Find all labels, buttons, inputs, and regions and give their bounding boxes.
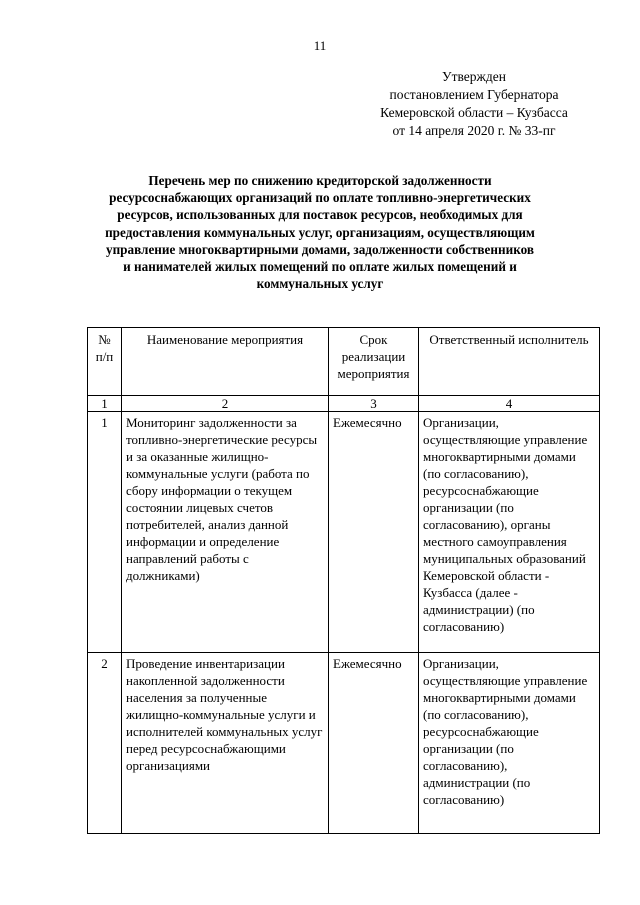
title-line: ресурсов, использованных для поставок ресурсов, необходимых для [117,207,523,223]
row-number: 1 [88,412,122,653]
column-index: 3 [329,396,419,412]
measures-table [87,327,600,834]
approval-date-line: от 14 апреля 2020 г. № 33-пг [392,123,556,138]
title-line: ресурсоснабжающих организаций по оплате топливно-энергетических [109,190,531,206]
table-row [88,653,600,834]
title-line: предоставления коммунальных услуг, организациям, осуществляющим [105,224,535,240]
measure-name: Мониторинг задолженности за топливно-энергетические ресурсы и за оказанные жилищно-коммунальные услуги (работа по сбору информации о текущем состоянии лицевых счетов потребителей, анализ данной информации и определение направлений работы с должниками) [122,412,329,653]
measure-name: Проведение инвентаризации накопленной задолженности населения за полученные жилищно-коммунальные услуги и исполнителей коммунальных услуг перед ресурсоснабжающими организациями [122,653,329,834]
column-index: 4 [419,396,600,412]
table-row [88,412,600,653]
header-responsible: Ответственный исполнитель [419,328,600,396]
approval-line: Кемеровской области – Кузбасса [380,105,568,120]
title-line: Перечень мер по снижению кредиторской задолженности [148,173,492,188]
header-num: № п/п [88,328,122,396]
measure-term: Ежемесячно [329,653,419,834]
row-number: 2 [88,653,122,834]
approval-stamp [358,68,590,140]
title-line: управление многоквартирными домами, задолженности собственников [105,241,535,257]
title-line: и нанимателей жилых помещений по оплате жилых помещений и [123,259,517,275]
header-term: Срок реализации мероприятия [329,328,419,396]
measure-responsible: Организации, осуществляющие управление многоквартирными домами (по согласованию), ресурсоснабжающие организации (по согласованию), администрации (по согласованию) [419,653,600,834]
document-title [80,172,560,292]
approval-line: Утвержден [442,69,506,84]
page-number: 11 [313,38,327,53]
measure-responsible: Организации, осуществляющие управление многоквартирными домами (по согласованию), ресурсоснабжающие организации (по согласованию), органы местного самоуправления муниципальных образований Кемеровской области - Кузбасса (далее - администрации) (по согласованию) [419,412,600,653]
column-index: 2 [122,396,329,412]
column-index-row [88,396,600,412]
column-index: 1 [88,396,122,412]
approval-line: постановлением Губернатора [389,87,559,102]
title-line: коммунальных услуг [256,276,384,292]
table-header-row [88,328,600,396]
measure-term: Ежемесячно [329,412,419,653]
header-name: Наименование мероприятия [122,328,329,396]
